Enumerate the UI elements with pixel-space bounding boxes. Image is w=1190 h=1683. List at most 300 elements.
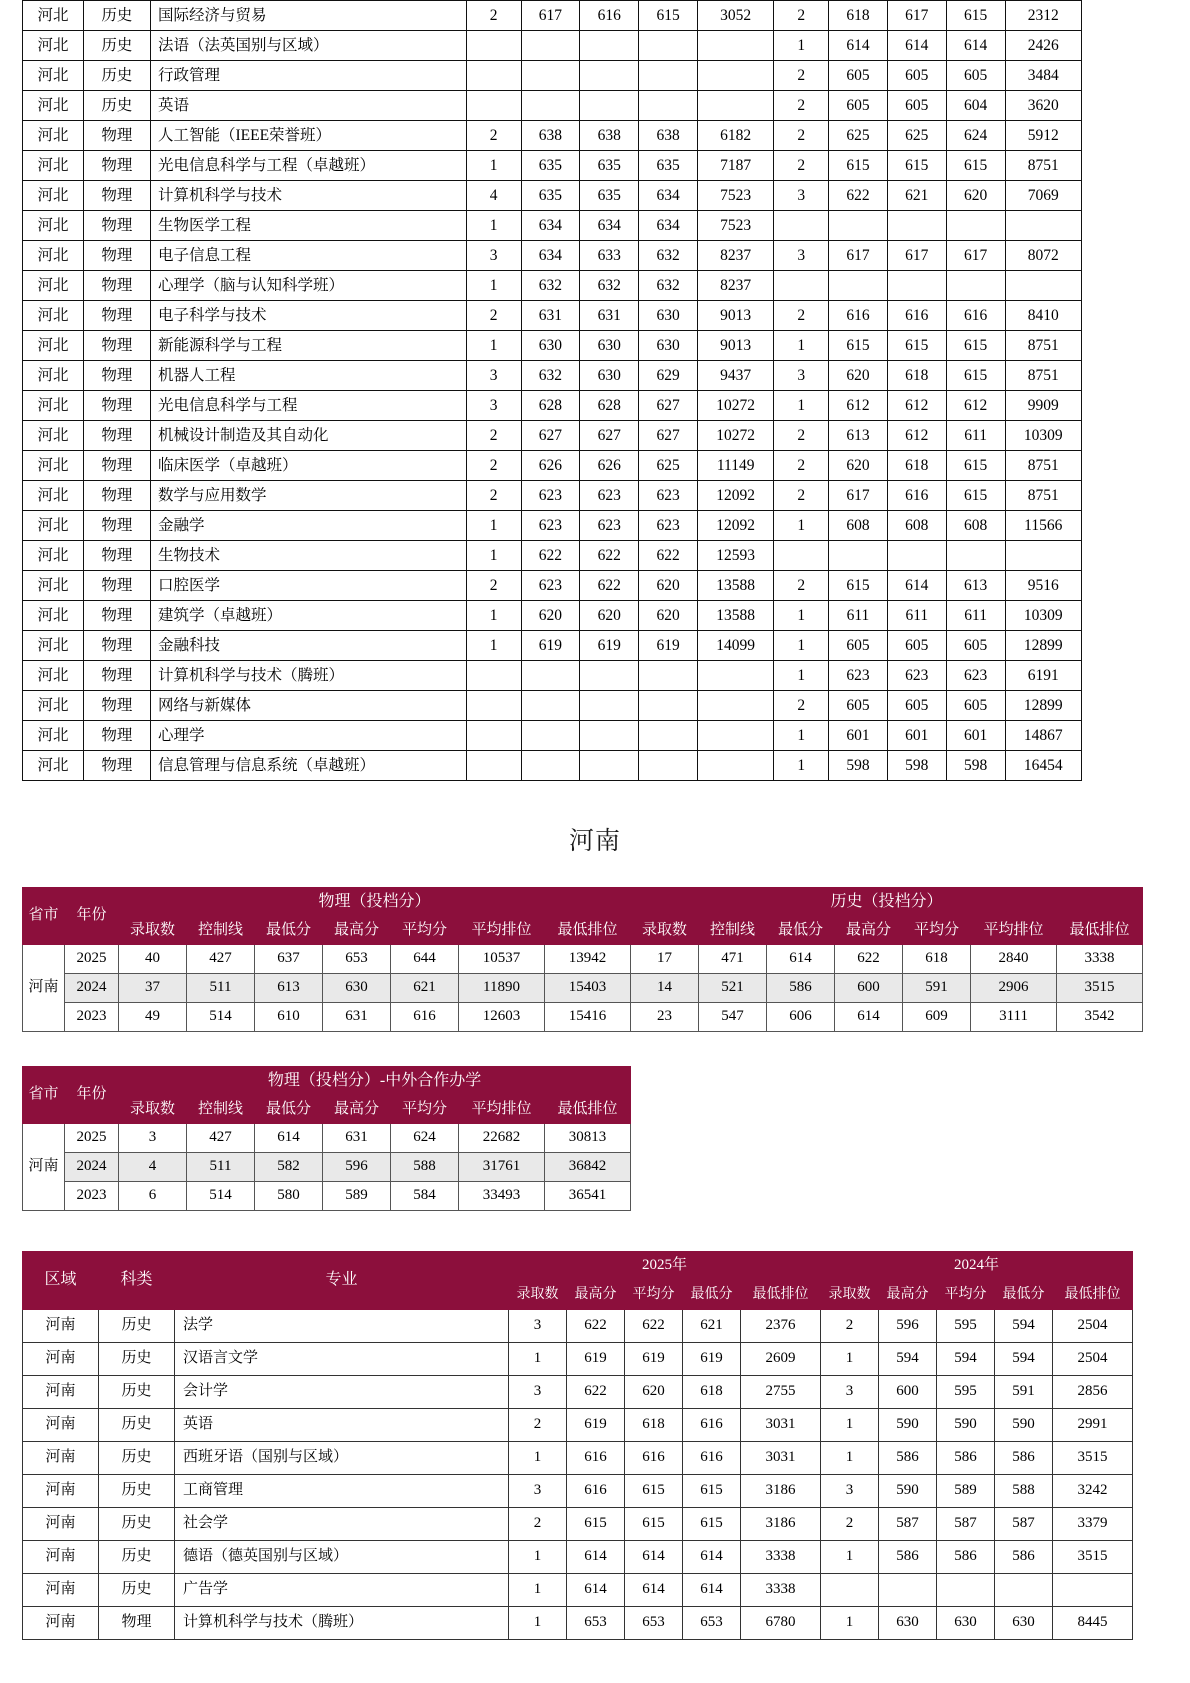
cell-2024-min-score (946, 271, 1005, 301)
cell-avg: 588 (391, 1153, 459, 1182)
cell-2025-min-rank: 8237 (697, 241, 773, 271)
cell-2025-count: 2 (509, 1508, 567, 1541)
cell-2025-avg-score: 619 (625, 1343, 683, 1376)
cell-2024-min-rank: 3484 (1005, 61, 1081, 91)
cell-2024-avg-score: 616 (887, 481, 946, 511)
cell-2024-max-score: 586 (879, 1541, 937, 1574)
cell-2024-min-score: 624 (946, 121, 1005, 151)
cell-2025-min-rank (697, 31, 773, 61)
cell-p-n: 40 (119, 945, 187, 974)
cell-category: 历史 (99, 1343, 175, 1376)
cell-2024-min-score: 617 (946, 241, 1005, 271)
cell-2025-avg-score: 616 (625, 1442, 683, 1475)
cell-2024-avg-score: 601 (887, 721, 946, 751)
cell-major-name: 工商管理 (175, 1475, 509, 1508)
cell-2024-max-score: 617 (829, 241, 888, 271)
cell-2025-min-rank: 3338 (741, 1541, 821, 1574)
cell-2025-min-score: 627 (639, 421, 698, 451)
cell-2024-avg-score: 618 (887, 451, 946, 481)
detail-sub-25-min: 最低分 (683, 1281, 741, 1310)
coop-subheader-line: 控制线 (187, 1096, 255, 1124)
cell-p-min: 613 (255, 974, 323, 1003)
cell-2025-min-rank: 13588 (697, 601, 773, 631)
cell-2025-avg-score: 620 (625, 1376, 683, 1409)
cell-2024-max-score: 618 (829, 1, 888, 31)
henan-coop-summary-table (22, 1066, 631, 1211)
cell-2025-max-score: 616 (567, 1475, 625, 1508)
table-row (23, 974, 1143, 1003)
cell-p-mrank: 15403 (545, 974, 631, 1003)
coop-subheader-avg-rank: 平均排位 (459, 1096, 545, 1124)
cell-p-avg: 644 (391, 945, 459, 974)
cell-2024-avg-score: 589 (937, 1475, 995, 1508)
cell-2024-count: 2 (774, 121, 829, 151)
cell-2024-min-score (946, 541, 1005, 571)
cell-2025-count (466, 31, 521, 61)
cell-h-mrank: 3542 (1057, 1003, 1143, 1032)
detail-header-group-2024: 2024年 (821, 1252, 1133, 1281)
cell-major-name: 新能源科学与工程 (150, 331, 466, 361)
cell-major-name: 计算机科学与技术（腾班） (175, 1607, 509, 1640)
detail-sub-24-min: 最低分 (995, 1281, 1053, 1310)
table-row (23, 721, 1082, 751)
cell-region: 河北 (23, 541, 84, 571)
cell-2024-max-score: 617 (829, 481, 888, 511)
cell-2025-count: 1 (466, 151, 521, 181)
cell-major-name: 心理学 (150, 721, 466, 751)
cell-2025-max-score: 616 (567, 1442, 625, 1475)
subheader-h-avg: 平均分 (903, 917, 971, 945)
cell-2024-min-score: 594 (995, 1310, 1053, 1343)
cell-2024-min-rank: 8072 (1005, 241, 1081, 271)
cell-2024-min-rank: 6191 (1005, 661, 1081, 691)
cell-2024-avg-score: 614 (887, 571, 946, 601)
cell-2024-min-rank: 2856 (1053, 1376, 1133, 1409)
cell-major-name: 电子信息工程 (150, 241, 466, 271)
cell-2025-min-score: 622 (639, 541, 698, 571)
cell-year: 2023 (65, 1182, 119, 1211)
cell-2024-avg-score: 618 (887, 361, 946, 391)
cell-2025-avg-score: 632 (580, 271, 639, 301)
cell-h-max: 614 (835, 1003, 903, 1032)
table-row (23, 271, 1082, 301)
cell-2024-max-score: 614 (829, 31, 888, 61)
henan-major-header (23, 1252, 1133, 1310)
cell-2025-max-score (521, 91, 580, 121)
table-row (23, 481, 1082, 511)
cell-2025-count: 1 (466, 271, 521, 301)
table-row (23, 421, 1082, 451)
cell-2025-count: 2 (466, 301, 521, 331)
cell-2025-min-score: 627 (639, 391, 698, 421)
cell-2025-avg-score: 634 (580, 211, 639, 241)
cell-2025-max-score: 626 (521, 451, 580, 481)
cell-2025-count: 1 (466, 211, 521, 241)
cell-2025-count: 1 (466, 511, 521, 541)
cell-2024-min-score: 613 (946, 571, 1005, 601)
cell-2025-min-rank: 12092 (697, 511, 773, 541)
cell-major-name: 光电信息科学与工程 (150, 391, 466, 421)
cell-2025-max-score: 614 (567, 1541, 625, 1574)
cell-category: 物理 (99, 1607, 175, 1640)
coop-subheader-avg: 平均分 (391, 1096, 459, 1124)
cell-region: 河北 (23, 511, 84, 541)
cell-2024-avg-score: 617 (887, 1, 946, 31)
cell-2025-max-score: 627 (521, 421, 580, 451)
cell-2025-count: 3 (509, 1475, 567, 1508)
cell-major-name: 机器人工程 (150, 361, 466, 391)
cell-2025-max-score: 638 (521, 121, 580, 151)
cell-2024-avg-score: 625 (887, 121, 946, 151)
cell-2025-count: 3 (466, 391, 521, 421)
cell-h-min: 614 (767, 945, 835, 974)
cell-region: 河北 (23, 331, 84, 361)
cell-2025-avg-score (580, 91, 639, 121)
cell-2024-min-score: 608 (946, 511, 1005, 541)
cell-region: 河南 (23, 1343, 99, 1376)
cell-2025-max-score: 620 (521, 601, 580, 631)
cell-2024-avg-score: 598 (887, 751, 946, 781)
cell-category: 物理 (83, 391, 150, 421)
cell-2025-min-score (639, 91, 698, 121)
table-row (23, 661, 1082, 691)
henan-summary-subheader-row (23, 917, 1143, 945)
cell-2024-min-score: 620 (946, 181, 1005, 211)
table-row (23, 121, 1082, 151)
cell-min: 580 (255, 1182, 323, 1211)
cell-category: 物理 (83, 511, 150, 541)
cell-category: 历史 (99, 1574, 175, 1607)
cell-2024-max-score: 613 (829, 421, 888, 451)
cell-category: 物理 (83, 241, 150, 271)
cell-arank: 22682 (459, 1124, 545, 1153)
cell-category: 物理 (83, 181, 150, 211)
cell-2025-avg-score (580, 661, 639, 691)
cell-region: 河北 (23, 211, 84, 241)
cell-year: 2025 (65, 945, 119, 974)
cell-region: 河北 (23, 271, 84, 301)
cell-2024-count: 1 (774, 31, 829, 61)
detail-sub-24-avg: 平均分 (937, 1281, 995, 1310)
cell-2024-avg-score: 586 (937, 1541, 995, 1574)
cell-p-avg: 616 (391, 1003, 459, 1032)
cell-major-name: 英语 (150, 91, 466, 121)
cell-region: 河北 (23, 301, 84, 331)
cell-category: 历史 (83, 91, 150, 121)
cell-2025-min-score (639, 721, 698, 751)
cell-2025-min-rank (697, 61, 773, 91)
cell-2025-min-rank: 3052 (697, 1, 773, 31)
cell-category: 物理 (83, 721, 150, 751)
cell-category: 物理 (83, 331, 150, 361)
cell-2024-min-rank: 16454 (1005, 751, 1081, 781)
cell-2024-min-score: 598 (946, 751, 1005, 781)
detail-header-group-2025: 2025年 (509, 1252, 821, 1281)
cell-2025-min-score: 619 (639, 631, 698, 661)
header-year: 年份 (65, 888, 119, 945)
subheader-h-max: 最高分 (835, 917, 903, 945)
cell-p-line: 511 (187, 974, 255, 1003)
cell-2024-min-rank: 10309 (1005, 601, 1081, 631)
subheader-p-avg-rank: 平均排位 (459, 917, 545, 945)
cell-2024-min-rank: 5912 (1005, 121, 1081, 151)
cell-h-min: 586 (767, 974, 835, 1003)
cell-2025-max-score: 632 (521, 271, 580, 301)
cell-2025-min-score: 621 (683, 1310, 741, 1343)
cell-major-name: 法学 (175, 1310, 509, 1343)
cell-category: 物理 (83, 661, 150, 691)
cell-2025-max-score: 630 (521, 331, 580, 361)
cell-2024-max-score: 601 (829, 721, 888, 751)
cell-2025-count: 3 (466, 361, 521, 391)
cell-major-name: 生物医学工程 (150, 211, 466, 241)
cell-2025-count: 1 (509, 1541, 567, 1574)
coop-header-province: 省市 (23, 1067, 65, 1124)
cell-2024-max-score (879, 1574, 937, 1607)
cell-region: 河北 (23, 181, 84, 211)
cell-2024-count: 2 (774, 691, 829, 721)
cell-2024-min-rank (1005, 541, 1081, 571)
cell-major-name: 人工智能（IEEE荣誉班） (150, 121, 466, 151)
cell-category: 历史 (99, 1541, 175, 1574)
cell-2025-avg-score: 630 (580, 331, 639, 361)
cell-2024-min-rank: 7069 (1005, 181, 1081, 211)
cell-2024-avg-score: 586 (937, 1442, 995, 1475)
cell-2025-min-score: 653 (683, 1607, 741, 1640)
cell-region: 河北 (23, 751, 84, 781)
subheader-h-line: 控制线 (699, 917, 767, 945)
cell-2024-min-score: 614 (946, 31, 1005, 61)
cell-2025-min-rank: 10272 (697, 421, 773, 451)
cell-category: 历史 (99, 1508, 175, 1541)
cell-2025-min-rank: 2609 (741, 1343, 821, 1376)
cell-2024-avg-score (887, 211, 946, 241)
cell-2024-min-score: 615 (946, 331, 1005, 361)
cell-2024-avg-score: 587 (937, 1508, 995, 1541)
cell-2024-max-score: 620 (829, 451, 888, 481)
cell-2025-count: 2 (466, 451, 521, 481)
henan-major-body (23, 1310, 1133, 1640)
cell-2025-count: 4 (466, 181, 521, 211)
cell-2025-count (466, 691, 521, 721)
cell-2025-min-rank: 3338 (741, 1574, 821, 1607)
cell-2024-count: 1 (821, 1442, 879, 1475)
cell-2024-count: 1 (774, 391, 829, 421)
cell-2024-min-score: 611 (946, 601, 1005, 631)
table-row (23, 211, 1082, 241)
coop-subheader-max: 最高分 (323, 1096, 391, 1124)
detail-sub-24-count: 录取数 (821, 1281, 879, 1310)
cell-2025-avg-score: 653 (625, 1607, 683, 1640)
cell-max: 589 (323, 1182, 391, 1211)
cell-2025-min-score (639, 751, 698, 781)
cell-p-max: 630 (323, 974, 391, 1003)
cell-2025-min-rank: 10272 (697, 391, 773, 421)
cell-2024-min-rank: 8751 (1005, 451, 1081, 481)
cell-2024-count: 2 (774, 421, 829, 451)
cell-region: 河北 (23, 601, 84, 631)
cell-line: 514 (187, 1182, 255, 1211)
table-row (23, 301, 1082, 331)
subheader-h-count: 录取数 (631, 917, 699, 945)
cell-2025-max-score: 635 (521, 181, 580, 211)
cell-2025-avg-score: 619 (580, 631, 639, 661)
henan-summary-header (23, 888, 1143, 945)
cell-year: 2023 (65, 1003, 119, 1032)
cell-2025-count: 3 (509, 1376, 567, 1409)
cell-h-line: 547 (699, 1003, 767, 1032)
cell-major-name: 行政管理 (150, 61, 466, 91)
cell-2024-count: 1 (774, 631, 829, 661)
cell-2025-avg-score: 623 (580, 511, 639, 541)
cell-2024-max-score: 605 (829, 631, 888, 661)
cell-2024-count: 1 (774, 511, 829, 541)
cell-2024-count: 1 (774, 601, 829, 631)
cell-2024-avg-score: 621 (887, 181, 946, 211)
cell-2025-count: 1 (466, 331, 521, 361)
cell-2024-count: 2 (774, 301, 829, 331)
table-row (23, 331, 1082, 361)
cell-2025-avg-score: 631 (580, 301, 639, 331)
subheader-p-line: 控制线 (187, 917, 255, 945)
cell-2024-count: 1 (774, 751, 829, 781)
cell-major-name: 英语 (175, 1409, 509, 1442)
cell-region: 河北 (23, 241, 84, 271)
cell-2024-min-score: 586 (995, 1442, 1053, 1475)
detail-sub-24-max: 最高分 (879, 1281, 937, 1310)
cell-2025-min-score: 614 (683, 1574, 741, 1607)
table-row (23, 1, 1082, 31)
cell-2024-avg-score: 623 (887, 661, 946, 691)
cell-2025-avg-score (580, 751, 639, 781)
cell-2024-max-score: 590 (879, 1409, 937, 1442)
cell-2025-max-score (521, 61, 580, 91)
cell-h-n: 17 (631, 945, 699, 974)
cell-2025-max-score: 622 (567, 1310, 625, 1343)
cell-2024-max-score (829, 211, 888, 241)
cell-2025-max-score (521, 721, 580, 751)
cell-2025-count: 2 (466, 121, 521, 151)
cell-year: 2024 (65, 1153, 119, 1182)
cell-2025-min-score: 618 (683, 1376, 741, 1409)
cell-2024-avg-score: 612 (887, 421, 946, 451)
cell-2024-min-rank: 3515 (1053, 1442, 1133, 1475)
cell-region: 河北 (23, 31, 84, 61)
cell-2024-min-rank: 3515 (1053, 1541, 1133, 1574)
cell-category: 历史 (99, 1376, 175, 1409)
table-row (23, 61, 1082, 91)
cell-2024-avg-score: 630 (937, 1607, 995, 1640)
cell-category: 物理 (83, 421, 150, 451)
cell-category: 物理 (83, 631, 150, 661)
cell-province: 河南 (23, 1124, 65, 1211)
cell-2025-max-score: 632 (521, 361, 580, 391)
cell-2024-min-score: 616 (946, 301, 1005, 331)
cell-category: 物理 (83, 571, 150, 601)
cell-2025-min-rank: 3031 (741, 1442, 821, 1475)
cell-2024-count: 1 (821, 1541, 879, 1574)
cell-2024-max-score: 625 (829, 121, 888, 151)
cell-region: 河北 (23, 691, 84, 721)
coop-subheader-min-rank: 最低排位 (545, 1096, 631, 1124)
cell-2024-max-score: 587 (879, 1508, 937, 1541)
cell-2024-max-score (829, 271, 888, 301)
cell-major-name: 电子科学与技术 (150, 301, 466, 331)
cell-p-min: 610 (255, 1003, 323, 1032)
cell-2024-max-score: 598 (829, 751, 888, 781)
cell-2024-min-score: 591 (995, 1376, 1053, 1409)
cell-p-avg: 621 (391, 974, 459, 1003)
cell-2024-count: 1 (774, 331, 829, 361)
cell-2024-avg-score: 608 (887, 511, 946, 541)
cell-2024-count: 2 (774, 571, 829, 601)
cell-category: 物理 (83, 121, 150, 151)
cell-region: 河北 (23, 481, 84, 511)
cell-2025-max-score: 631 (521, 301, 580, 331)
cell-2025-max-score: 653 (567, 1607, 625, 1640)
cell-2025-count (466, 91, 521, 121)
cell-2025-count: 1 (509, 1442, 567, 1475)
cell-2024-avg-score: 590 (937, 1409, 995, 1442)
coop-header-group: 物理（投档分）-中外合作办学 (119, 1067, 631, 1096)
henan-summary-table (22, 887, 1143, 1032)
cell-2024-min-rank: 9516 (1005, 571, 1081, 601)
cell-major-name: 法语（法英国别与区域） (150, 31, 466, 61)
cell-2025-min-score: 634 (639, 211, 698, 241)
cell-2024-max-score: 596 (879, 1310, 937, 1343)
cell-2025-min-rank: 7523 (697, 211, 773, 241)
cell-avg: 624 (391, 1124, 459, 1153)
cell-region: 河北 (23, 1, 84, 31)
cell-2025-avg-score (580, 61, 639, 91)
cell-major-name: 计算机科学与技术 (150, 181, 466, 211)
cell-region: 河南 (23, 1376, 99, 1409)
cell-2024-avg-score: 605 (887, 691, 946, 721)
cell-region: 河北 (23, 631, 84, 661)
cell-2024-avg-score (887, 541, 946, 571)
cell-2025-avg-score (580, 721, 639, 751)
cell-2024-min-score: 590 (995, 1409, 1053, 1442)
coop-subheader-min: 最低分 (255, 1096, 323, 1124)
table-row (23, 1508, 1133, 1541)
cell-line: 511 (187, 1153, 255, 1182)
cell-category: 物理 (83, 301, 150, 331)
cell-2025-avg-score: 635 (580, 151, 639, 181)
cell-region: 河北 (23, 361, 84, 391)
cell-2025-min-score: 632 (639, 271, 698, 301)
cell-2025-avg-score (580, 691, 639, 721)
cell-2025-min-score: 630 (639, 301, 698, 331)
cell-region: 河北 (23, 421, 84, 451)
cell-category: 历史 (99, 1442, 175, 1475)
cell-category: 物理 (83, 751, 150, 781)
cell-category: 历史 (83, 1, 150, 31)
cell-max: 596 (323, 1153, 391, 1182)
cell-region: 河北 (23, 391, 84, 421)
table-row (23, 601, 1082, 631)
cell-2025-max-score: 634 (521, 211, 580, 241)
detail-sub-25-avg: 平均分 (625, 1281, 683, 1310)
cell-2024-avg-score: 617 (887, 241, 946, 271)
cell-2024-min-rank: 12899 (1005, 631, 1081, 661)
cell-major-name: 网络与新媒体 (150, 691, 466, 721)
cell-2025-min-score: 620 (639, 571, 698, 601)
table-row (23, 391, 1082, 421)
cell-2025-max-score: 622 (567, 1376, 625, 1409)
cell-2024-min-score: 587 (995, 1508, 1053, 1541)
cell-2025-min-rank: 3186 (741, 1475, 821, 1508)
table-row (23, 1409, 1133, 1442)
